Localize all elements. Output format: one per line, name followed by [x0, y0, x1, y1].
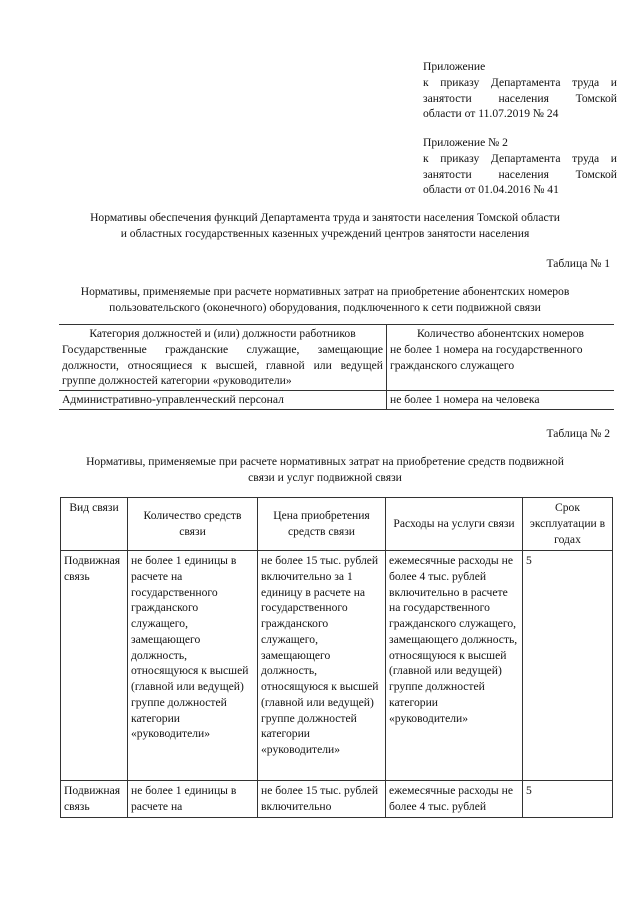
- main-title-line1: Нормативы обеспечения функций Департамента труда и занятости населения Томской области: [90, 211, 560, 224]
- table1-row2-category: Административно-управленческий персонал: [59, 391, 387, 410]
- table2-row2-type: Подвижная связь: [61, 781, 128, 818]
- table2-row2-price: не более 15 тыс. рублей включительно: [258, 781, 386, 818]
- table1-cell: [59, 325, 387, 391]
- appendix-2-line1: Приложение № 2: [423, 136, 508, 149]
- table2-title-line2: связи и услуг подвижной связи: [248, 470, 402, 484]
- appendix-1-line3: занятости населения Томской: [423, 91, 617, 105]
- table1-row2-count: не более 1 номера на человека: [387, 391, 615, 410]
- table2-header-quantity: Количество средств связи: [128, 498, 258, 551]
- main-title-line2: и областных государственных казенных учреждений центров занятости населения: [120, 226, 530, 240]
- table-row: [59, 325, 614, 391]
- appendix-1-line2: к приказу Департамента труда и: [423, 75, 617, 89]
- table1-label: Таблица № 1: [546, 257, 610, 270]
- table2-header-lifetime: Срок эксплуатации в годах: [523, 498, 613, 551]
- appendix-1-line4: области от 11.07.2019 № 24: [423, 107, 559, 121]
- table2-row1-type: Подвижная связь: [61, 551, 128, 781]
- table2-row2-lifetime: 5: [523, 781, 613, 818]
- table-row: [61, 551, 613, 781]
- table2-row1-price: не более 15 тыс. рублей включительно за 1 единицу в расчете на государственного гражданского служащего, замещающего должность, относящуюся к высшей (главной или ведущей) группе должностей категории «руководители»: [258, 551, 386, 781]
- table2-title: [30, 454, 620, 486]
- appendix-2-line2: к приказу Департамента труда и: [423, 151, 617, 165]
- table-row: [61, 781, 613, 818]
- table1-title: [30, 284, 620, 316]
- table-row: [61, 498, 613, 551]
- table2-header-price: Цена приобретения средств связи: [258, 498, 386, 551]
- table1: [59, 324, 614, 410]
- appendix-2-block: [423, 135, 617, 198]
- table1-header-count: Количество абонентских номеров: [417, 327, 584, 340]
- appendix-1-block: [423, 59, 617, 122]
- table1-title-line1: Нормативы, применяемые при расчете нормативных затрат на приобретение абонентских номеров: [80, 285, 570, 298]
- table2-row1-quantity: не более 1 единицы в расчете на государственного гражданского служащего, замещающего должность, относящуюся к высшей (главной или ведущей) группе должностей категории «руководители»: [128, 551, 258, 781]
- table1-title-line2: пользовательского (оконечного) оборудования, подключенного к сети подвижной связи: [109, 300, 541, 314]
- appendix-2-line3: занятости населения Томской: [423, 167, 617, 181]
- table-row: [59, 391, 614, 410]
- table2-row2-quantity: не более 1 единицы в расчете на: [128, 781, 258, 818]
- table2-row2-expenses: ежемесячные расходы не более 4 тыс. рублей: [386, 781, 523, 818]
- table2-label: Таблица № 2: [546, 427, 610, 440]
- table2-header-type: Вид связи: [61, 498, 128, 551]
- main-title: [30, 210, 620, 242]
- appendix-1-line1: Приложение: [423, 60, 486, 73]
- table2: [60, 497, 613, 818]
- table1-header-category: Категория должностей и (или) должности работников: [89, 327, 356, 340]
- table2-title-line1: Нормативы, применяемые при расчете нормативных затрат на приобретение средств подвижной: [86, 455, 564, 468]
- table1-row1-category: Государственные гражданские служащие, замещающие должности, относящиеся к высшей, главной или ведущей группе должностей категории «руководители»: [62, 342, 383, 388]
- appendix-2-line4: области от 01.04.2016 № 41: [423, 183, 559, 197]
- table2-header-expenses: Расходы на услуги связи: [386, 498, 523, 551]
- table2-row1-expenses: ежемесячные расходы не более 4 тыс. рублей включительно в расчете на государственного гражданского служащего, замещающего должность, относящуюся к высшей (главной или ведущей) группе должностей категории «руководители»: [386, 551, 523, 781]
- table2-row1-lifetime: 5: [523, 551, 613, 781]
- table1-row1-count: не более 1 номера на государственного гражданского служащего: [390, 342, 583, 372]
- table1-cell: [387, 325, 615, 391]
